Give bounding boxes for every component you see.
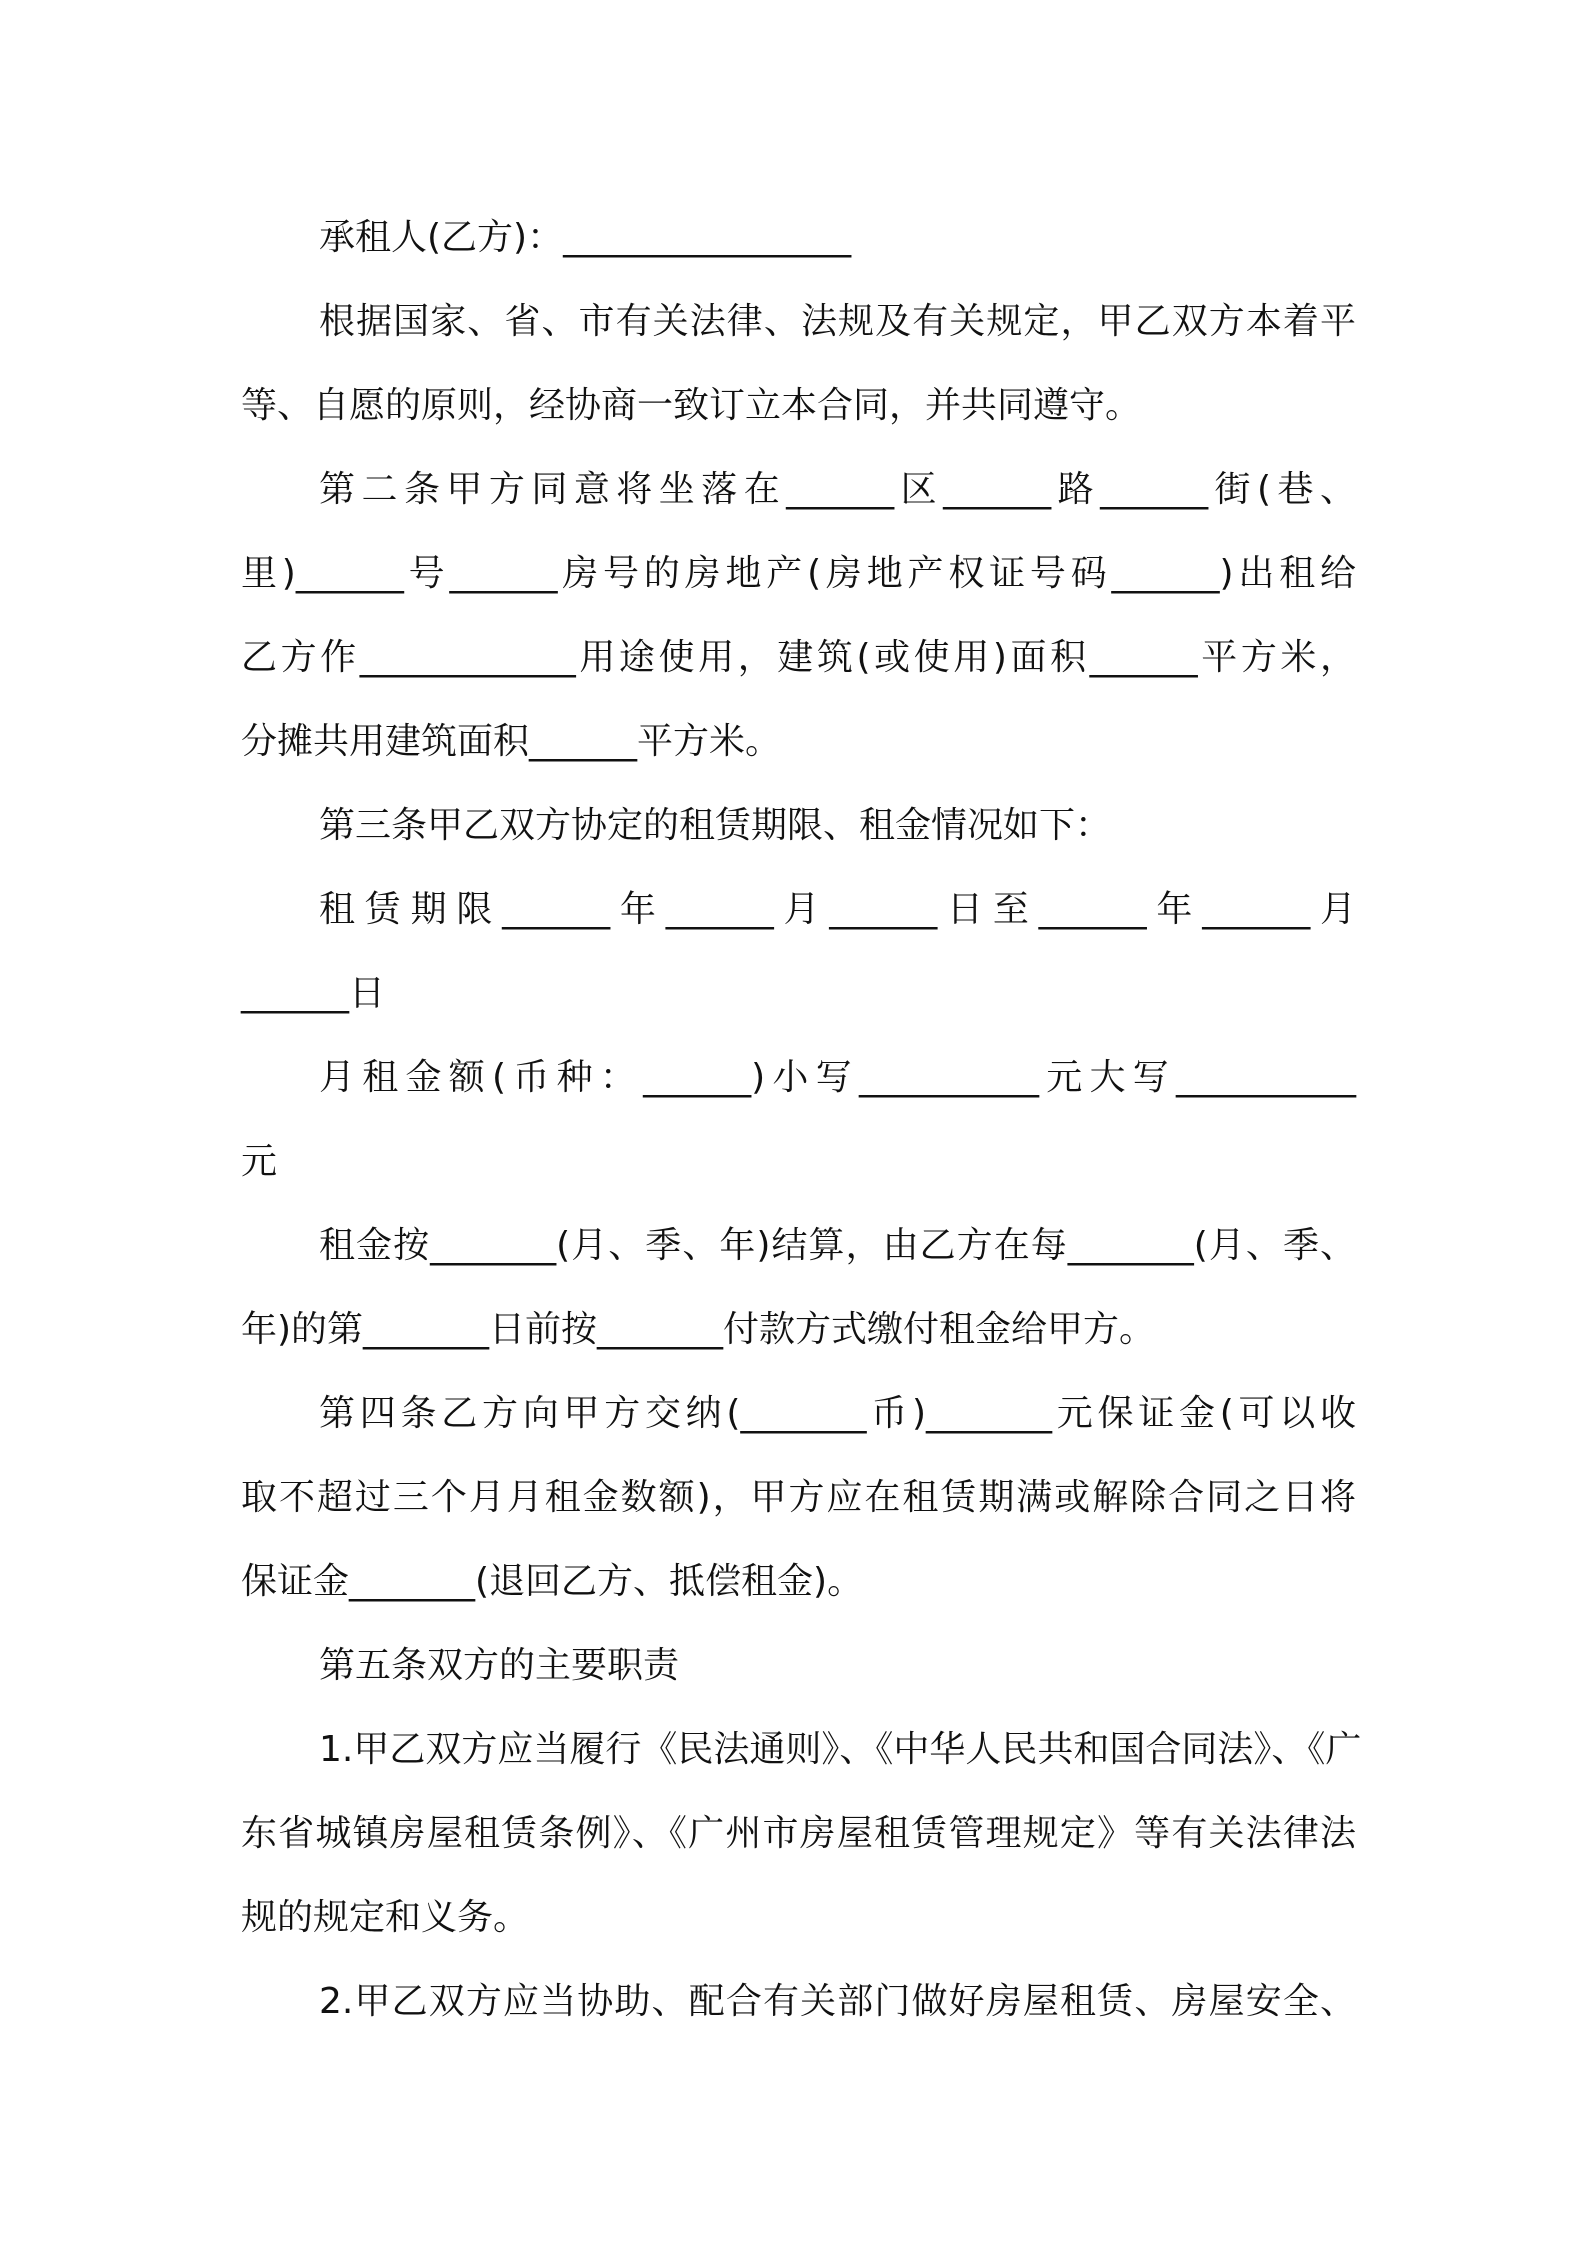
text-line-article-3: 第三条甲乙双方协定的租赁期限、租金情况如下： [319,805,1112,846]
text-line-preamble-1: 根据国家、省、市有关法律、法规及有关规定，甲乙双方本着平 [319,301,1356,342]
text-line-monthly-rent-1: 月租金额(币种：______)小写__________元大写__________ [319,1057,1356,1098]
text-line-duty-1-3: 规的规定和义务。 [241,1897,530,1938]
text-line-monthly-rent-2: 元 [241,1141,278,1182]
text-line-preamble-2: 等、自愿的原则，经协商一致订立本合同，并共同遵守。 [241,385,1142,426]
text-line-article-2-2: 里)______号______房号的房地产(房地产权证号码______)出租给 [241,553,1356,594]
text-line-duty-1-1: 1.甲乙双方应当履行《民法通则》、《中华人民共和国合同法》、《广 [319,1729,1362,1770]
text-line-duty-2-1: 2.甲乙双方应当协助、配合有关部门做好房屋租赁、房屋安全、 [319,1981,1356,2022]
text-line-article-4-2: 取不超过三个月月租金数额)，甲方应在租赁期满或解除合同之日将 [241,1477,1356,1518]
text-line-lessee: 承租人(乙方)：________________ [319,217,852,258]
text-line-rent-settlement-1: 租金按_______(月、季、年)结算，由乙方在每_______(月、季、 [319,1225,1356,1266]
text-line-article-2-3: 乙方作____________用途使用，建筑(或使用)面积______平方米， [241,637,1356,678]
text-line-duty-1-2: 东省城镇房屋租赁条例》、《广州市房屋租赁管理规定》等有关法律法 [241,1813,1356,1854]
text-line-article-5: 第五条双方的主要职责 [319,1645,680,1686]
text-line-article-2-1: 第二条甲方同意将坐落在______区______路______街(巷、 [319,469,1356,510]
text-line-lease-term-2: ______日 [241,973,386,1014]
text-line-article-2-4: 分摊共用建筑面积______平方米。 [241,721,782,762]
text-line-rent-settlement-2: 年)的第_______日前按_______付款方式缴付租金给甲方。 [241,1309,1156,1350]
text-line-lease-term-1: 租赁期限______年______月______日至______年______月 [319,889,1356,930]
text-line-article-4-1: 第四条乙方向甲方交纳(_______币)_______元保证金(可以收 [319,1393,1356,1434]
text-line-article-4-3: 保证金_______(退回乙方、抵偿租金)。 [241,1561,864,1602]
contract-text [241,196,1362,2044]
